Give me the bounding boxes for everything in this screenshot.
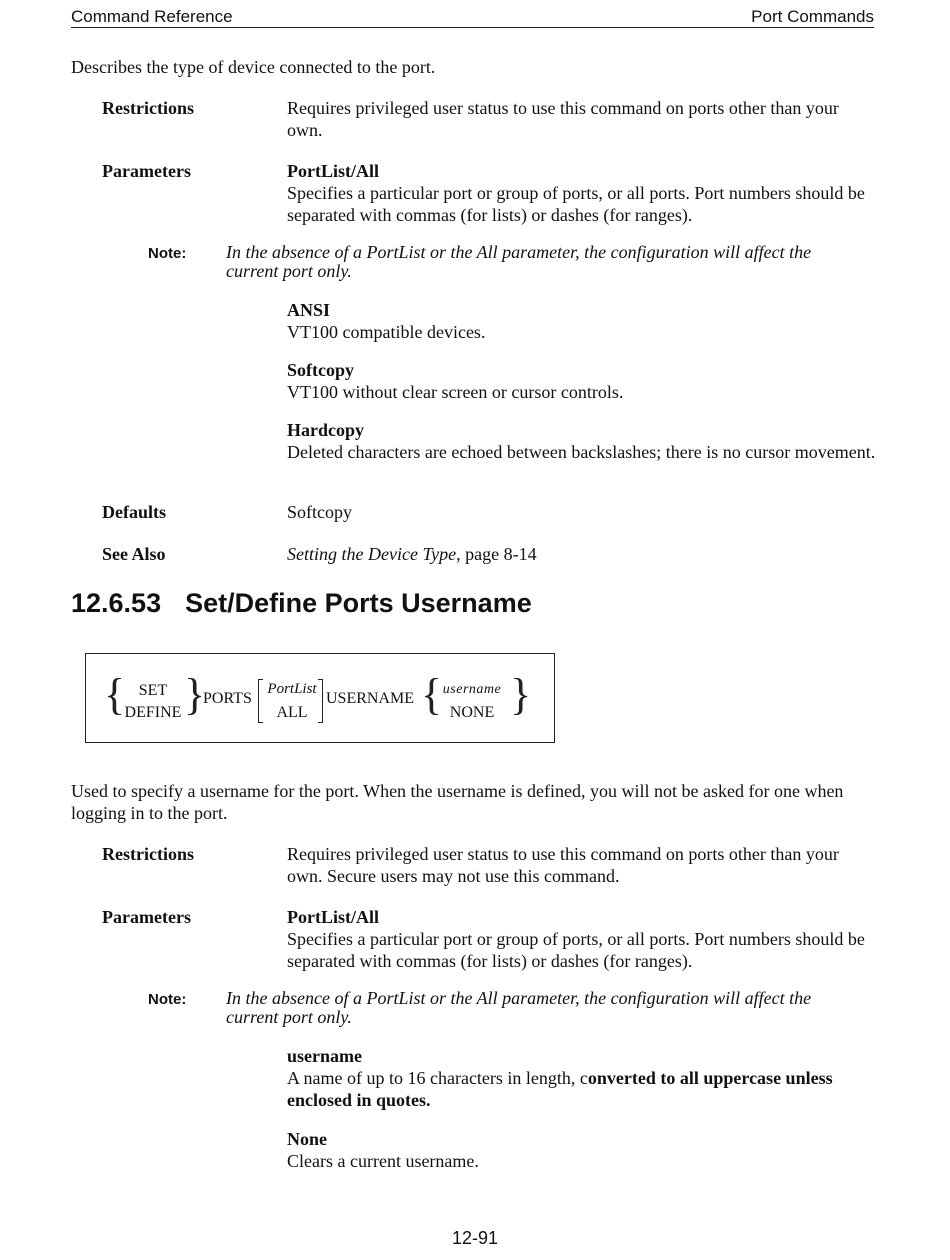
- param-desc-plain: A name of up to 16 characters in length, c: [287, 1068, 588, 1088]
- syntax-set: SET: [138, 682, 168, 699]
- running-header-left: Command Reference: [71, 7, 233, 26]
- section2-intro: Used to specify a username for the port. When the username is defined, you will not be asked for one when logging in to the port.: [71, 781, 844, 823]
- section1-defaults-text: Softcopy: [287, 502, 352, 522]
- section2-restrictions-text: Requires privileged user status to use this command on ports other than your own. Secure users may not use this command.: [287, 844, 839, 886]
- left-brace-icon: {: [104, 670, 126, 719]
- section2-param-none: [287, 1128, 877, 1172]
- param-term: Softcopy: [287, 360, 354, 380]
- syntax-ports: PORTS: [203, 690, 252, 707]
- syntax-portlist: PortList: [267, 681, 317, 697]
- param-term: username: [287, 1046, 362, 1066]
- section1-restrictions-label: Restrictions: [102, 98, 194, 118]
- section1-note-label: Note:: [148, 245, 187, 262]
- right-bracket-icon: [318, 679, 323, 723]
- right-brace-icon: }: [184, 670, 206, 719]
- header-divider: [71, 27, 874, 28]
- syntax-username-var: username: [442, 682, 502, 697]
- param-desc: Specifies a particular port or group of ports, or all ports. Port numbers should be separated with commas (for lists) or dashes (for ranges).: [287, 183, 865, 225]
- section1-defaults-label: Defaults: [102, 502, 166, 522]
- syntax-username-keyword: USERNAME: [326, 690, 415, 707]
- param-term: PortList/All: [287, 907, 379, 927]
- section2-note-text: In the absence of a PortList or the All parameter, the configuration will affect the current port only.: [226, 988, 812, 1027]
- section-heading: [71, 588, 532, 619]
- section1-seealso-text: [287, 543, 877, 565]
- left-brace-icon: {: [421, 670, 443, 719]
- section1-note-text: In the absence of a PortList or the All parameter, the configuration will affect the current port only.: [226, 242, 812, 281]
- section2-param-portlist: [287, 906, 877, 972]
- page-number: 12-91: [451, 1228, 499, 1248]
- section2-parameters-label: Parameters: [102, 907, 191, 927]
- section1-param-ansi: [287, 299, 877, 343]
- syntax-all: ALL: [276, 704, 308, 721]
- section1-restrictions-text: Requires privileged user status to use this command on ports other than your own.: [287, 98, 839, 140]
- param-term: PortList/All: [287, 161, 379, 181]
- section-number: 12.6.53: [71, 588, 162, 618]
- param-desc: Deleted characters are echoed between backslashes; there is no cursor movement.: [287, 442, 876, 462]
- section1-param-hardcopy: [287, 419, 877, 463]
- param-desc: Clears a current username.: [287, 1151, 479, 1171]
- section2-note-label: Note:: [148, 991, 187, 1008]
- param-term: ANSI: [287, 300, 331, 320]
- syntax-define: DEFINE: [124, 704, 182, 721]
- right-brace-icon: }: [510, 670, 532, 719]
- seealso-page: , page 8-14: [456, 544, 537, 564]
- section1-parameters-label: Parameters: [102, 161, 191, 181]
- running-header-right: Port Commands: [751, 7, 874, 26]
- param-term: None: [287, 1129, 327, 1149]
- section2-restrictions-label: Restrictions: [102, 844, 194, 864]
- section1-param-softcopy: [287, 359, 877, 403]
- section1-intro: Describes the type of device connected to the port.: [71, 57, 436, 77]
- param-desc: VT100 compatible devices.: [287, 322, 486, 342]
- section2-param-username: [287, 1045, 877, 1111]
- syntax-diagram: [85, 653, 555, 743]
- param-desc: VT100 without clear screen or cursor controls.: [287, 382, 624, 402]
- syntax-none: NONE: [449, 704, 495, 721]
- param-term: Hardcopy: [287, 420, 365, 440]
- section-title: Set/Define Ports Username: [185, 588, 532, 618]
- seealso-link[interactable]: Setting the Device Type: [287, 544, 457, 564]
- param-desc-bold: onverted to all uppercase unless enclosed in quotes.: [287, 1068, 833, 1110]
- section1-seealso-label: See Also: [102, 544, 166, 564]
- section1-param-portlist: [287, 160, 877, 226]
- param-desc: Specifies a particular port or group of ports, or all ports. Port numbers should be separated with commas (for lists) or dashes (for ranges).: [287, 929, 865, 971]
